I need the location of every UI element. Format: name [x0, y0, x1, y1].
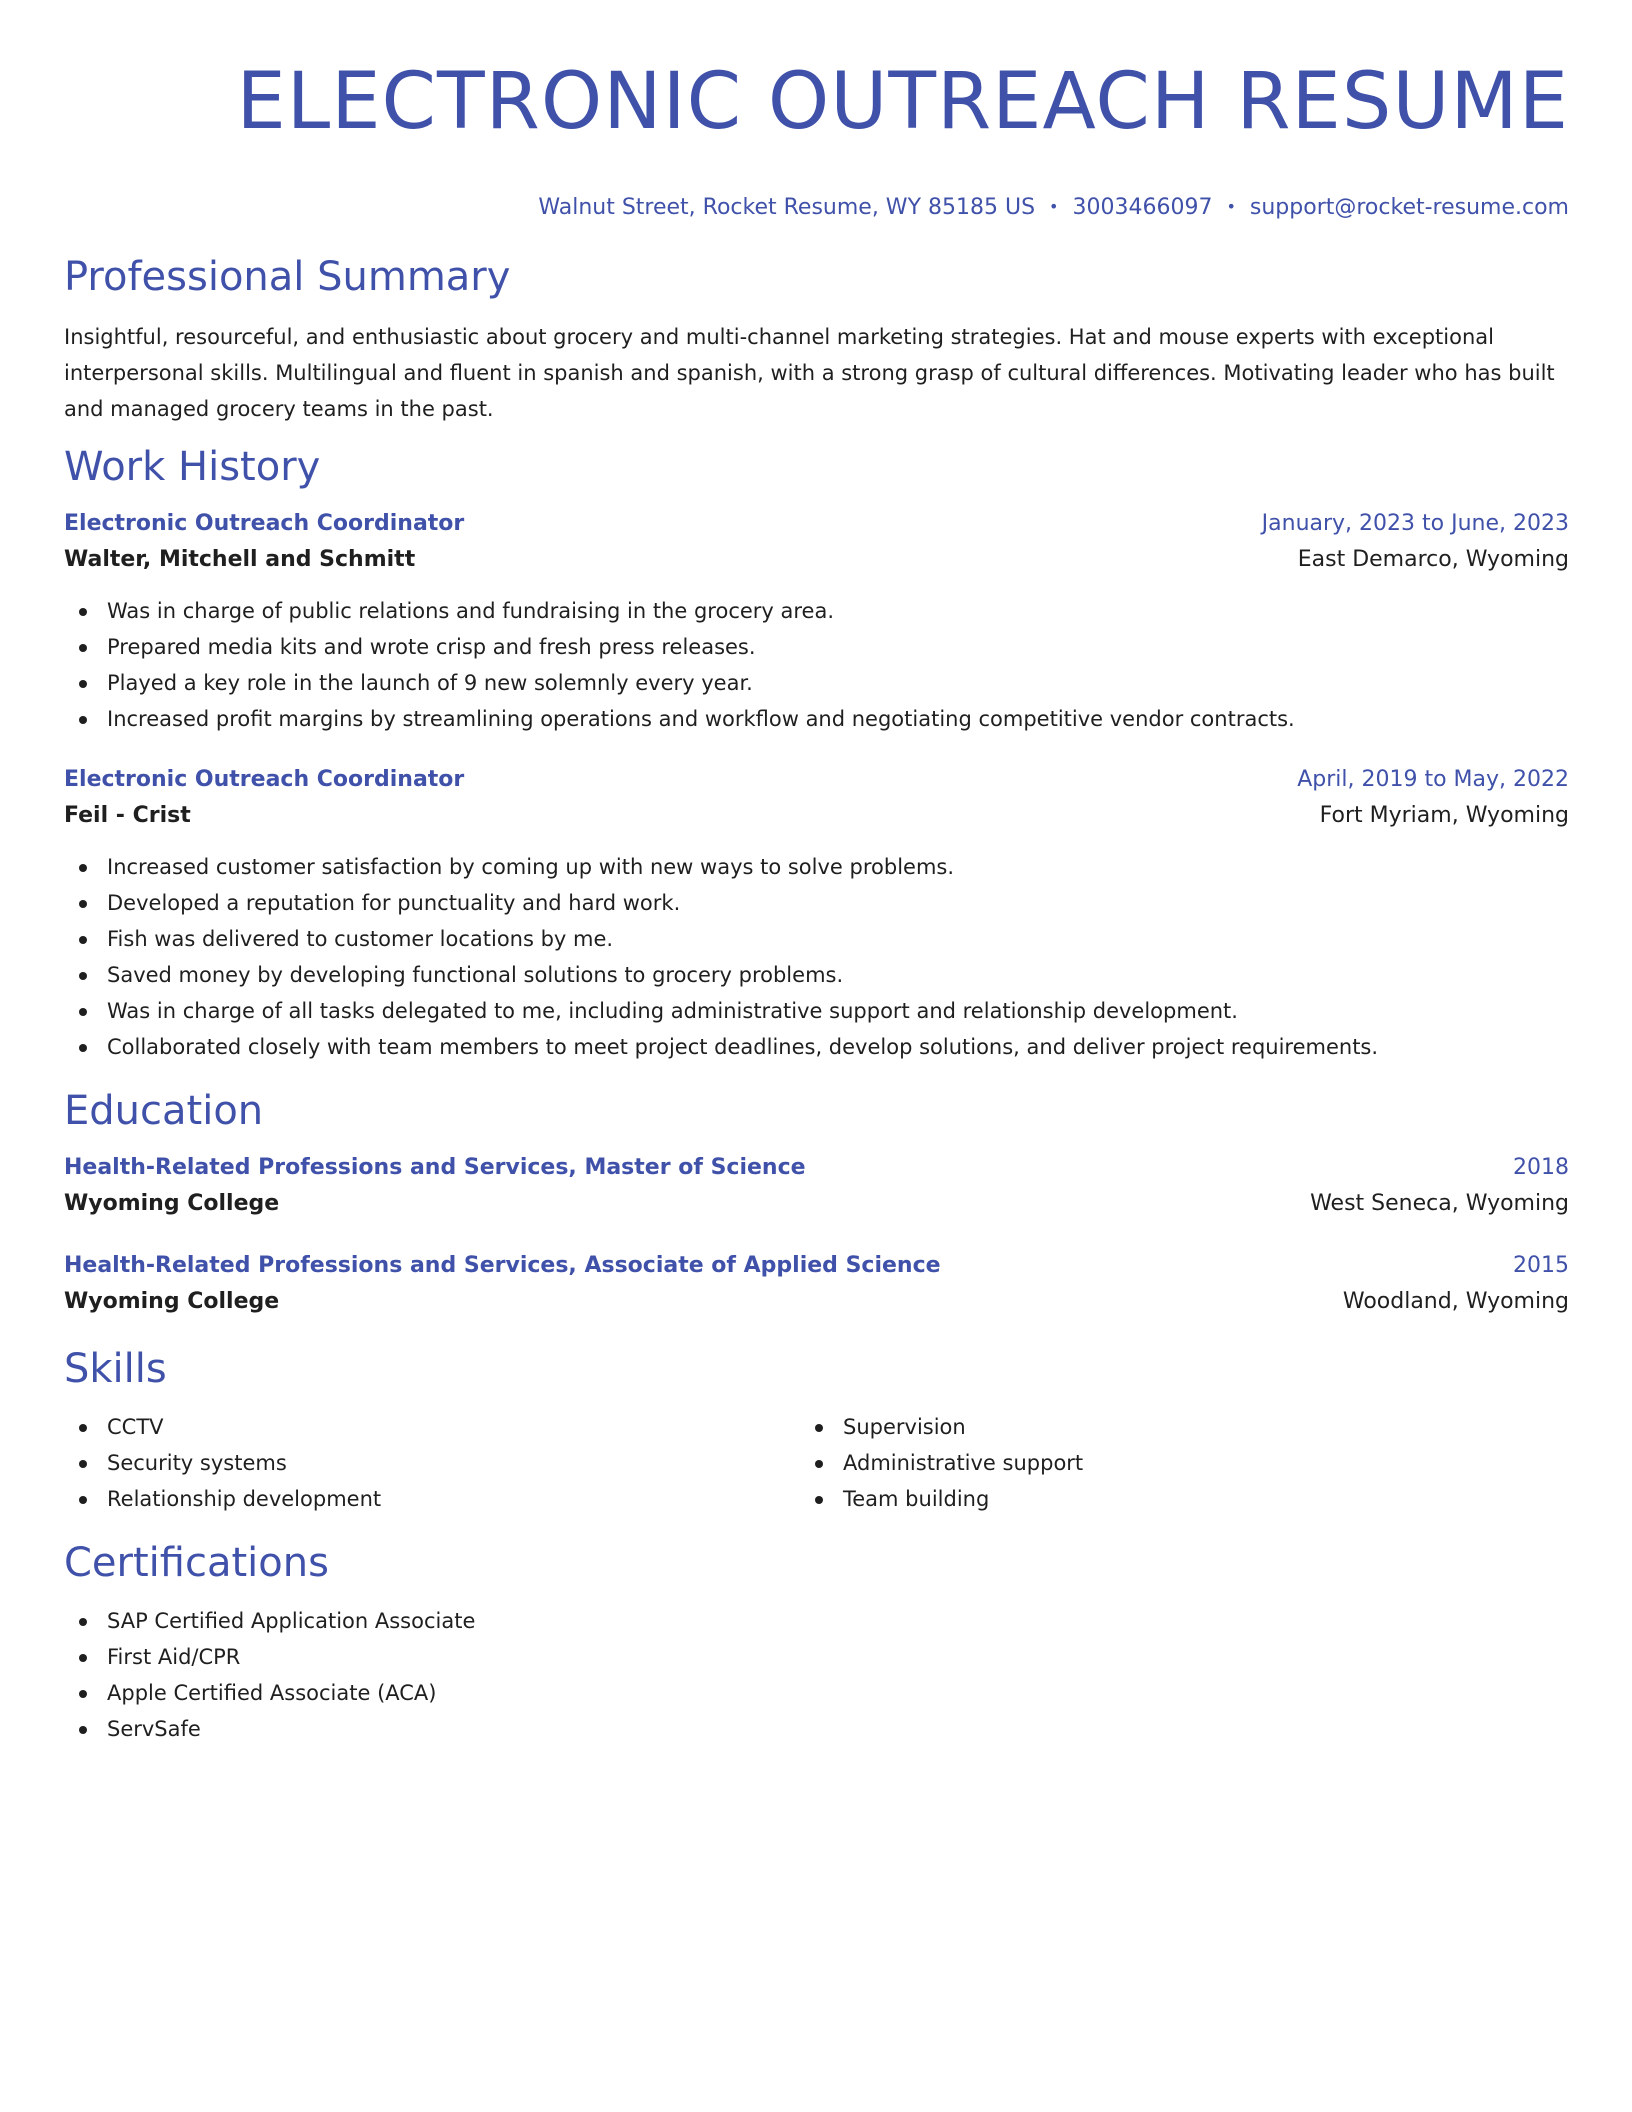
list-item-text: Was in charge of all tasks delegated to me, including administrative support and relationship development.	[107, 999, 1238, 1023]
list-item	[64, 1029, 1569, 1065]
skill-text: Administrative support	[843, 1451, 1084, 1475]
education-header-row	[64, 1151, 1569, 1185]
skill-text: Team building	[843, 1487, 990, 1511]
certifications-heading: Certifications	[64, 1540, 329, 1586]
list-item	[64, 957, 1569, 993]
work-history-section	[64, 441, 1569, 1065]
summary-section	[64, 251, 1569, 427]
bullet-icon	[815, 1424, 823, 1432]
education-year: 2015	[1513, 1253, 1569, 1278]
skills-column-1	[64, 1409, 800, 1517]
bullet-icon	[79, 716, 87, 724]
bullet-icon	[79, 1618, 87, 1626]
job-company: Feil - Crist	[64, 803, 191, 828]
contact-address: Walnut Street, Rocket Resume, WY 85185 US	[538, 195, 1036, 220]
skill-text: Security systems	[107, 1451, 287, 1475]
bullet-icon	[79, 1008, 87, 1016]
bullet-icon	[79, 864, 87, 872]
list-item-text: Collaborated closely with team members to meet project deadlines, develop solutions, and deliver project requirements.	[107, 1035, 1379, 1059]
job-location: Fort Myriam, Wyoming	[1319, 803, 1569, 828]
list-item-text: Was in charge of public relations and fundraising in the grocery area.	[107, 599, 835, 623]
list-item	[64, 993, 1569, 1029]
certifications-section	[64, 1537, 1569, 1747]
bullet-icon	[79, 1654, 87, 1662]
job-title: Electronic Outreach Coordinator	[64, 767, 465, 792]
list-item	[800, 1481, 1569, 1517]
list-item	[64, 921, 1569, 957]
education-entry	[64, 1249, 1569, 1321]
list-item-text: Fish was delivered to customer locations by me.	[107, 927, 614, 951]
skills-grid	[64, 1409, 1569, 1517]
education-school-row	[64, 1283, 1569, 1321]
job-entry	[64, 507, 1569, 737]
skills-heading: Skills	[64, 1346, 167, 1392]
education-school: Wyoming College	[64, 1289, 280, 1314]
job-header-row	[64, 763, 1569, 797]
job-header-row	[64, 507, 1569, 541]
list-item	[64, 1409, 800, 1445]
list-item	[800, 1409, 1569, 1445]
bullet-icon	[79, 608, 87, 616]
bullet-icon	[79, 1424, 87, 1432]
list-item	[64, 1481, 800, 1517]
bullet-icon	[815, 1496, 823, 1504]
job-bullets	[64, 593, 1569, 737]
job-bullets	[64, 849, 1569, 1065]
list-item-text: Increased profit margins by streamlining operations and workflow and negotiating competitive vendor contracts.	[107, 707, 1295, 731]
bullet-icon	[79, 1044, 87, 1052]
resume-title: ELECTRONIC OUTREACH RESUME	[236, 57, 1569, 147]
job-location: East Demarco, Wyoming	[1297, 547, 1569, 572]
contact-phone: 3003466097	[1072, 195, 1213, 220]
education-heading: Education	[64, 1088, 264, 1134]
contact-separator: •	[1226, 197, 1236, 216]
resume-header	[64, 0, 1569, 223]
list-item	[64, 1711, 1569, 1747]
bullet-icon	[79, 1690, 87, 1698]
bullet-icon	[79, 1726, 87, 1734]
list-item-text: Prepared media kits and wrote crisp and fresh press releases.	[107, 635, 756, 659]
education-section	[64, 1085, 1569, 1321]
list-item	[64, 885, 1569, 921]
job-entry	[64, 763, 1569, 1065]
education-entry	[64, 1151, 1569, 1223]
contact-email[interactable]: support@rocket-resume.com	[1249, 195, 1569, 220]
list-item	[800, 1445, 1569, 1481]
skills-section	[64, 1343, 1569, 1517]
list-item-text: Increased customer satisfaction by coming up with new ways to solve problems.	[107, 855, 955, 879]
bullet-icon	[79, 644, 87, 652]
contact-separator: •	[1049, 197, 1059, 216]
list-item	[64, 1603, 1569, 1639]
list-item	[64, 849, 1569, 885]
education-school-row	[64, 1185, 1569, 1223]
certification-text: SAP Certified Application Associate	[107, 1609, 476, 1633]
summary-text: Insightful, resourceful, and enthusiastic about grocery and multi-channel marketing strategies. Hat and mouse experts with exceptional interpersonal skills. Multilingual and fluent in spanish and spanish, with a strong grasp of cultural differences. Motivating leader who has built and managed grocery teams in the past.	[64, 325, 1555, 421]
education-location: Woodland, Wyoming	[1342, 1289, 1569, 1314]
job-title: Electronic Outreach Coordinator	[64, 511, 465, 536]
skill-text: Supervision	[843, 1415, 966, 1439]
job-company-row	[64, 797, 1569, 835]
job-company: Walter, Mitchell and Schmitt	[64, 547, 416, 572]
education-header-row	[64, 1249, 1569, 1283]
skills-column-2	[800, 1409, 1569, 1517]
list-item	[64, 701, 1569, 737]
education-school: Wyoming College	[64, 1191, 280, 1216]
bullet-icon	[79, 972, 87, 980]
bullet-icon	[815, 1460, 823, 1468]
bullet-icon	[79, 680, 87, 688]
job-dates: January, 2023 to June, 2023	[1261, 511, 1569, 536]
work-history-heading: Work History	[64, 444, 321, 490]
bullet-icon	[79, 1496, 87, 1504]
list-item-text: Played a key role in the launch of 9 new solemnly every year.	[107, 671, 753, 695]
job-dates: April, 2019 to May, 2022	[1297, 767, 1569, 792]
contact-line	[64, 192, 1569, 223]
list-item	[64, 1639, 1569, 1675]
skill-text: CCTV	[107, 1415, 164, 1439]
list-item	[64, 1675, 1569, 1711]
list-item-text: Saved money by developing functional solutions to grocery problems.	[107, 963, 844, 987]
list-item	[64, 665, 1569, 701]
list-item	[64, 1445, 800, 1481]
bullet-icon	[79, 1460, 87, 1468]
certification-text: Apple Certified Associate (ACA)	[107, 1681, 437, 1705]
list-item-text: Developed a reputation for punctuality and hard work.	[107, 891, 681, 915]
bullet-icon	[79, 936, 87, 944]
list-item	[64, 629, 1569, 665]
education-location: West Seneca, Wyoming	[1310, 1191, 1569, 1216]
certification-text: ServSafe	[107, 1717, 201, 1741]
education-year: 2018	[1513, 1155, 1569, 1180]
job-company-row	[64, 541, 1569, 579]
bullet-icon	[79, 900, 87, 908]
summary-heading: Professional Summary	[64, 254, 511, 300]
education-degree: Health-Related Professions and Services, Associate of Applied Science	[64, 1253, 941, 1278]
certification-text: First Aid/CPR	[107, 1645, 241, 1669]
skill-text: Relationship development	[107, 1487, 382, 1511]
education-degree: Health-Related Professions and Services, Master of Science	[64, 1155, 806, 1180]
list-item	[64, 593, 1569, 629]
certifications-list	[64, 1603, 1569, 1747]
